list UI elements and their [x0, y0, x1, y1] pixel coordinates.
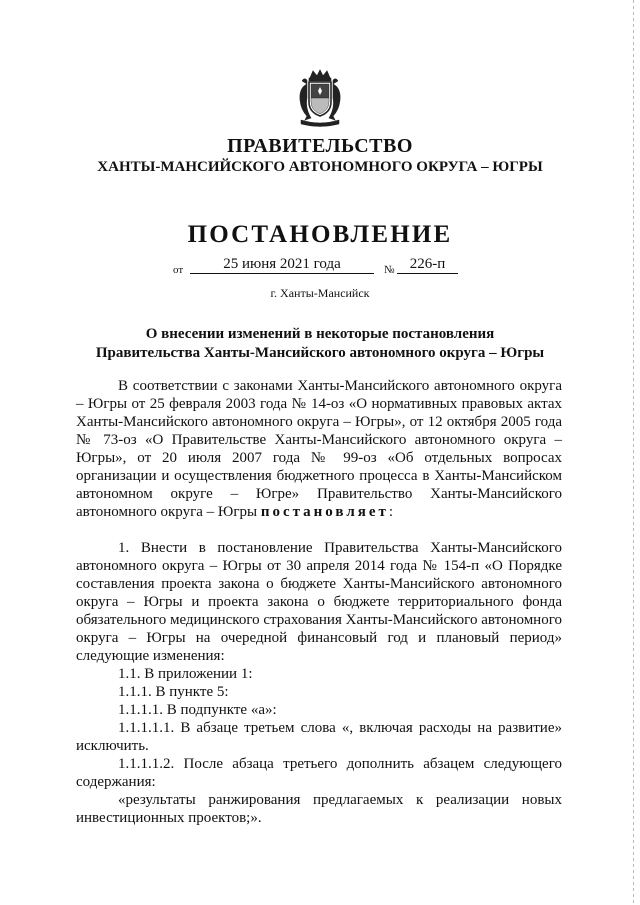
document-title: [60, 325, 580, 363]
document-date: 25 июня 2021 года: [190, 256, 374, 274]
preamble-text: В соответствии с законами Ханты-Мансийского автономного округа – Югры от 25 февраля 2003 года № 14-оз «О нормативных правовых актах Ханты-Мансийского автономного округа – Югры», от 12 октября 2005 года № 73-оз «О Правительстве Ханты-Мансийского автономного округа – Югры», от 20 июля 2007 года № 99-оз «Об отдельных вопросах организации и осуществления бюджетного процесса в Ханты-Мансийском автономном округе – Югре» Правительство Ханты-Мансийского автономного округа – Югры: [76, 378, 562, 520]
decree-word: постановляет: [260, 504, 389, 520]
paragraph-1-1-1-1: 1.1.1.1. В подпункте «а»:: [118, 702, 277, 718]
document-place: г. Ханты-Мансийск: [270, 286, 370, 300]
date-prefix: от: [173, 264, 184, 276]
paragraph-1-1: 1.1. В приложении 1:: [118, 666, 253, 682]
coat-of-arms-icon: [293, 68, 347, 128]
document-number: 226-п: [397, 256, 458, 274]
preamble-paragraph: [76, 377, 562, 521]
paragraph-1-1-1-1-1: 1.1.1.1.1. В абзаце третьем слова «, включая расходы на развитие» исключить.: [76, 720, 562, 754]
organization-name: ПРАВИТЕЛЬСТВО: [227, 135, 413, 157]
document-type: ПОСТАНОВЛЕНИЕ: [187, 221, 453, 248]
date-number-line: [0, 256, 640, 280]
paragraph-1: 1. Внести в постановление Правительства Ханты-Мансийского автономного округа – Югры от 30 апреля 2014 года № 154-п «О Порядке составления проекта закона о бюджете Ханты-Мансийского автономного округа – Югры и проекта закона о бюджете территориального фонда обязательного медицинского страхования Ханты-Мансийского автономного округа – Югры на очередной финансовый год и плановый период» следующие изменения:: [76, 540, 562, 664]
decree-colon: :: [388, 504, 394, 520]
paragraph-1-1-1-1-2: 1.1.1.1.2. После абзаца третьего дополнить абзацем следующего содержания:: [76, 756, 562, 790]
title-line-1: О внесении изменений в некоторые постановления: [145, 326, 495, 342]
organization-region: ХАНТЫ-МАНСИЙСКОГО АВТОНОМНОГО ОКРУГА – ЮГРЫ: [97, 159, 543, 175]
document-body: [76, 377, 562, 827]
paragraph-1-1-1: 1.1.1. В пункте 5:: [118, 684, 229, 700]
title-line-2: Правительства Ханты-Мансийского автономного округа – Югры: [95, 345, 545, 361]
paragraph-quote: «результаты ранжирования предлагаемых к реализации новых инвестиционных проектов;».: [76, 792, 562, 826]
number-prefix: №: [384, 264, 395, 276]
